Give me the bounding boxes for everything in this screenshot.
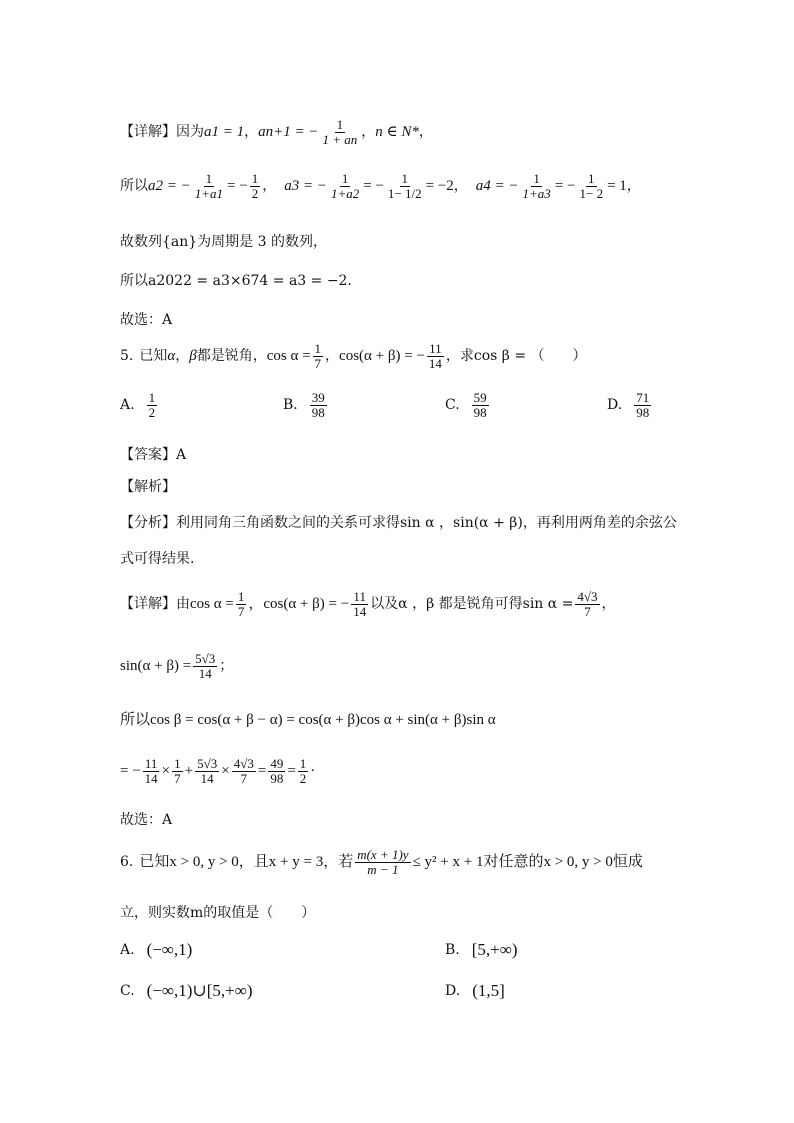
end: · (310, 763, 316, 780)
q6-option-a[interactable] (120, 940, 192, 960)
q5-detail-line-1 (120, 590, 616, 618)
option-b[interactable] (283, 391, 329, 419)
frac (193, 652, 217, 680)
den: 98 (473, 404, 487, 420)
option-fraction (634, 391, 651, 419)
option-label: C. (445, 397, 460, 414)
q5-calc (120, 757, 315, 785)
option-fraction (310, 391, 327, 419)
fraction-numerator: 1 (336, 117, 344, 132)
cos-alpha: cos α = (266, 348, 311, 365)
option-label: B. (445, 942, 460, 958)
a2-fraction (193, 172, 225, 200)
answer-line: 【答案】A (120, 447, 187, 463)
q6-option-c[interactable] (120, 981, 252, 1001)
detail-label: 【详解】由 (120, 595, 190, 612)
analysis-heading: 【解析】 (120, 479, 176, 495)
den: 1− 1/2 (387, 185, 422, 201)
option-label: A. (120, 942, 135, 958)
op: = (287, 763, 296, 780)
num: 1 (251, 171, 259, 186)
den: 1− 2 (579, 185, 604, 201)
a4-result (577, 172, 605, 200)
detail-text: 因为 (176, 123, 204, 140)
question-number: 6. (120, 853, 134, 870)
num: m(x + 1)y (357, 847, 409, 862)
a4-fraction (521, 172, 553, 200)
a3-lhs: a3 = − (284, 178, 327, 195)
num: 11 (429, 341, 442, 356)
den: 2 (148, 404, 156, 420)
frac (172, 757, 183, 785)
end: ； (219, 657, 234, 674)
a4-lhs: a4 = − (475, 178, 519, 195)
frac (351, 590, 368, 618)
num: 4√3 (577, 589, 598, 604)
a2-result (250, 172, 261, 200)
den: 7 (314, 355, 322, 371)
a3-result (386, 172, 424, 200)
detail-line-4: 所以a2022 = a3×674 = a3 = −2． (120, 273, 362, 289)
num: 1 (148, 390, 156, 405)
stem-a: 已知x > 0, y > 0，且x + y = 3，若 (139, 854, 354, 871)
option-value: (−∞,1)∪[5,+∞) (146, 981, 253, 1000)
detail-mid: 以及α ，β 都是锐角可得sin α = (370, 595, 574, 612)
separator: ， (175, 347, 190, 364)
den: 7 (584, 603, 591, 619)
detail-label: 【详解】 (120, 123, 176, 140)
frac (236, 590, 247, 618)
cos-alpha-frac (313, 342, 324, 370)
num: 1 (205, 171, 213, 186)
num: 49 (270, 756, 284, 771)
option-value: (−∞,1) (146, 940, 193, 959)
num: 11 (144, 756, 158, 771)
beta: β (189, 348, 197, 365)
den: 14 (353, 603, 367, 619)
domain: n ∈ N* (375, 124, 419, 141)
sin-alpha-beta: sin(α + β) = (120, 658, 192, 675)
frac (232, 757, 256, 785)
option-c[interactable] (445, 391, 491, 419)
frac (143, 757, 160, 785)
den: 98 (311, 404, 325, 420)
option-label: C. (120, 983, 135, 999)
op: × (221, 763, 230, 780)
fraction-denominator: 1 + an (322, 131, 358, 147)
num: 1 (588, 171, 595, 186)
frac (355, 848, 410, 876)
alpha: α (167, 348, 176, 365)
num: 4√3 (233, 756, 254, 771)
den: 14 (144, 770, 158, 786)
separator: ， (361, 123, 376, 140)
separator: ， (418, 123, 433, 140)
detail-line-3: 故数列{an}为周期是 3 的数列， (120, 234, 327, 250)
den: 14 (198, 665, 212, 681)
den: 1+a3 (522, 185, 551, 201)
q5-detail-line-2 (120, 652, 233, 680)
line-prefix: 所以 (120, 177, 148, 194)
option-label: B. (283, 397, 298, 414)
question-5-stem: 5. 已知 α ， β 都是锐角， cos α = $\frac{1}{7}$ ， cos(α + β) = − $\frac{11}{14}$ ，求cos β = （ ） (120, 341, 587, 371)
op: = − (120, 763, 141, 780)
stem-b: ≤ y² + x + 1对任意的x > 0, y > 0恒成 (412, 854, 643, 871)
question-ask: ，求cos β = （ ） (445, 347, 587, 364)
den: m − 1 (367, 861, 399, 877)
den: 2 (251, 185, 259, 201)
den: 14 (428, 355, 442, 371)
option-fraction (147, 391, 158, 419)
den: 1+a1 (194, 185, 224, 201)
num: 11 (353, 589, 366, 604)
a1-value: a1 = 1 (204, 124, 245, 141)
num: 1 (341, 171, 349, 186)
op: × (161, 763, 171, 780)
frac (268, 757, 285, 785)
cos-alpha-beta-frac (427, 342, 444, 370)
frac (575, 590, 599, 618)
option-value: [5,+∞) (471, 940, 518, 959)
num: 1 (314, 341, 322, 356)
q5-expand: 所以cos β = cos(α + β − α) = cos(α + β)cos α + sin(α + β)sin α (120, 712, 496, 728)
den: 7 (240, 770, 248, 786)
q6-option-b[interactable] (445, 940, 518, 960)
num: 1 (174, 756, 181, 771)
num: 59 (473, 390, 487, 405)
option-label: D. (445, 983, 461, 999)
frac (195, 757, 219, 785)
recurrence-fraction (321, 118, 360, 146)
den: 7 (174, 770, 181, 786)
question-6-stem-2: 立，则实数m的取值是（ ） (120, 905, 316, 921)
num: 1 (533, 171, 540, 186)
cos-alpha-beta: ，cos(α + β) = − (248, 596, 350, 613)
eq: = − (363, 178, 384, 195)
den: 14 (200, 770, 214, 786)
a3-fraction (329, 172, 361, 200)
eq: = − (554, 178, 576, 195)
a2-lhs: a2 = − (148, 178, 191, 195)
frac (298, 757, 309, 785)
den: 2 (299, 770, 307, 786)
question-number: 5. (120, 347, 134, 364)
num: 5√3 (197, 756, 218, 771)
den: 98 (636, 404, 650, 420)
den: 7 (237, 603, 245, 619)
num: 5√3 (195, 651, 216, 666)
a4-value: = 1 (607, 178, 627, 195)
detail-line-1 (120, 118, 433, 146)
question-6-stem (120, 848, 643, 876)
num: 1 (401, 171, 408, 186)
option-label: D. (607, 397, 623, 414)
option-d[interactable] (607, 391, 653, 419)
choice-line-1: 故选：A (120, 312, 173, 328)
analysis-line-1: 【分析】利用同角三角函数之间的关系可求得sin α ，sin(α + β)，再利用两角差的余弦公 (120, 515, 677, 531)
den: 1+a2 (330, 185, 360, 201)
op: = (257, 763, 267, 780)
separator: ， (244, 123, 259, 140)
recurrence-lhs: an+1 = − (258, 124, 319, 141)
analysis-line-2: 式可得结果. (120, 551, 195, 567)
cos-alpha: cos α = (190, 596, 234, 613)
option-value: (1,5] (472, 981, 505, 1000)
detail-line-2: 所以 a2 = − $\frac{1}{1+a1}$ = − $\frac{1}{2}$ ， a3 = − $\frac{1}{1+a2}$ = − $\frac{1}{1- 1/2}$ = −2 ， a4 = − $\frac{1}{1+a3}$ = − $\frac{1}{1- 2}$ = 1 ， (120, 171, 641, 201)
eq: = − (227, 178, 248, 195)
a3-value: = −2 (425, 178, 454, 195)
num: 1 (237, 589, 245, 604)
num: 1 (299, 756, 307, 771)
option-fraction (472, 391, 489, 419)
option-a[interactable] (120, 391, 159, 419)
stem-a: 已知 (139, 347, 168, 364)
option-label: A. (120, 397, 135, 414)
cos-alpha-beta: cos(α + β) = − (339, 348, 425, 365)
detail-end: ， (601, 595, 616, 612)
stem-b: 都是锐角， (196, 347, 267, 364)
q6-option-d[interactable] (445, 981, 505, 1001)
num: 71 (636, 390, 650, 405)
op: + (184, 763, 194, 780)
num: 39 (311, 390, 325, 405)
den: 98 (270, 770, 284, 786)
q5-choice: 故选：A (120, 812, 173, 828)
